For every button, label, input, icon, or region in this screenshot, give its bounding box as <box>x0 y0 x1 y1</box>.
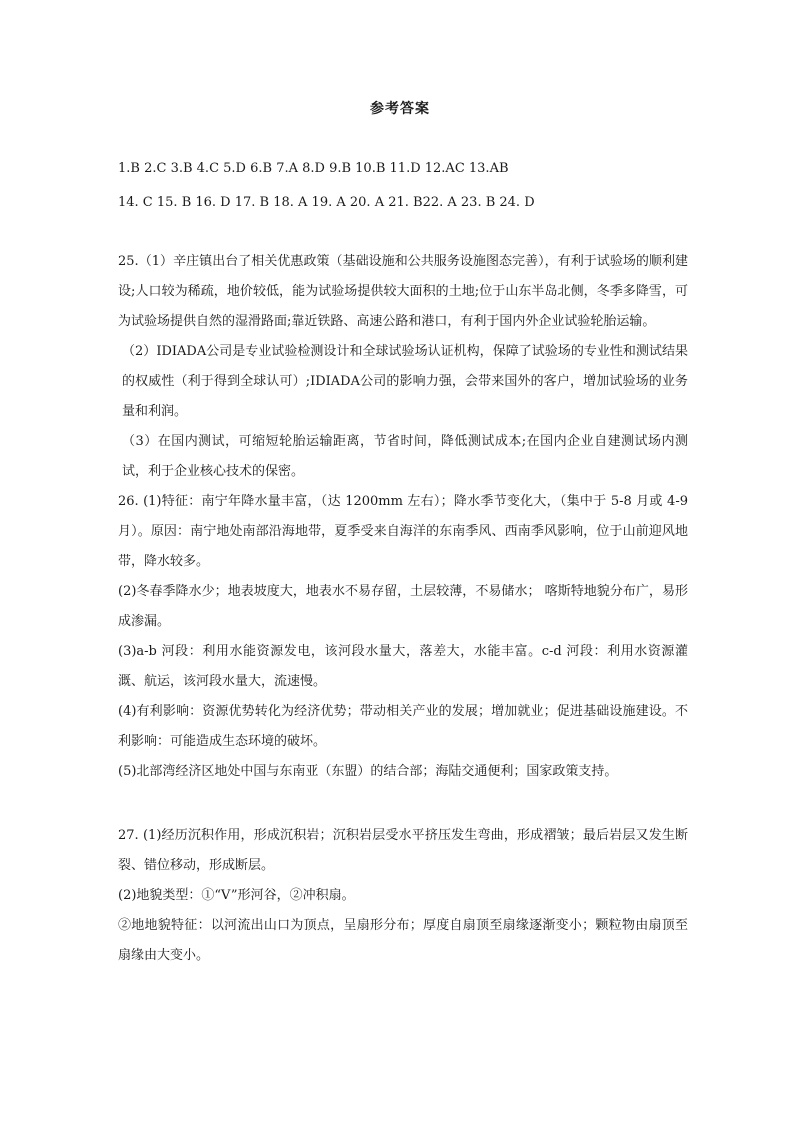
q25-part-3: （3）在国内测试，可缩短轮胎运输距离，节省时间，降低测试成本;在国内企业自建测试场内测试，利于企业核心技术的保密。 <box>122 434 688 479</box>
q26-part-5: (5)北部湾经济区地处中国与东南亚（东盟）的结合部；海陆交通便利；国家政策支持。 <box>118 764 618 779</box>
q26-part-1: 26. (1)特征：南宁年降水量丰富，（达 1200mm 左右）；降水季节变化大，（集中于 5-8 月或 4-9 月）。原因：南宁地处南部沿海地带，夏季受来自海洋的东南季风、西南季风影响，位于山前迎风地带，降水较多。 <box>118 494 688 569</box>
q26-part-3: (3)a-b 河段：利用水能资源发电，该河段水量大，落差大，水能丰富。c-d 河段：利用水资源灌溉、航运，该河段水量大，流速慢。 <box>118 644 688 689</box>
written-answers <box>118 247 688 971</box>
section-spacer <box>118 787 688 821</box>
q25-part-2: （2）IDIADA公司是专业试验检测设计和全球试验场认证机构，保障了试验场的专业性和测试结果的权威性（利于得到全球认可）;IDIADA公司的影响力强，会带来国外的客户，增加试验场的业务量和利润。 <box>122 344 688 419</box>
q27-part-1: 27. (1)经历沉积作用，形成沉积岩；沉积岩层受水平挤压发生弯曲，形成褶皱；最后岩层又发生断裂、错位移动，形成断层。 <box>118 828 688 873</box>
question-26-answer <box>118 487 688 787</box>
mc-answers-line-1: 1.B 2.C 3.B 4.C 5.D 6.B 7.A 8.D 9.B 10.B 11.D 12.AC 13.AB <box>118 161 509 176</box>
page-title: 参考答案 <box>370 101 430 117</box>
q27-part-2: (2)地貌类型：①“V”形河谷，②冲积扇。 <box>118 888 355 903</box>
q26-part-4: (4)有利影响：资源优势转化为经济优势；带动相关产业的发展；增加就业；促进基础设施建设。不利影响：可能造成生态环境的破坏。 <box>118 704 688 749</box>
multiple-choice-answers <box>118 152 698 220</box>
mc-answers-line-2: 14. C 15. B 16. D 17. B 18. A 19. A 20. A 21. B22. A 23. B 24. D <box>118 195 535 210</box>
q25-part-1: 25.（1）辛庄镇出台了相关优惠政策（基础设施和公共服务设施图态完善），有利于试验场的顺利建设;人口较为稀疏，地价较低，能为试验场提供较大面积的土地;位于山东半岛北侧，冬季多降雪，可为试验场提供自然的湿滑路面;靠近铁路、高速公路和港口，有利于国内外企业试验轮胎运输。 <box>118 254 688 329</box>
question-25-answer <box>118 247 688 487</box>
question-27-answer <box>118 821 688 971</box>
q27-part-3: ②地地貌特征：以河流出山口为顶点，呈扇形分布；厚度自扇顶至扇缘逐渐变小；颗粒物由扇顶至扇缘由大变小。 <box>118 918 688 963</box>
q26-part-2: (2)冬春季降水少；地表坡度大，地表水不易存留，土层较薄，不易储水； 喀斯特地貌分布广，易形成渗漏。 <box>118 584 688 629</box>
